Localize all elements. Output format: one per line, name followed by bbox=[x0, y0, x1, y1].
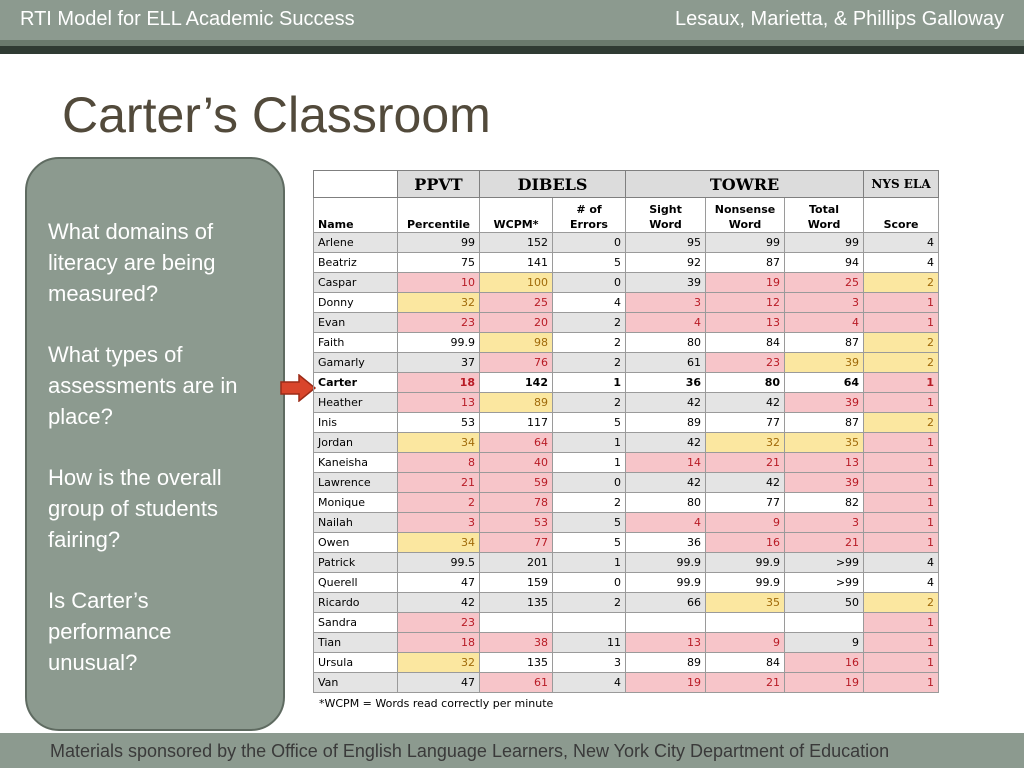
table-row bbox=[314, 673, 939, 693]
score-cell: 2 bbox=[553, 353, 626, 373]
student-name-cell: Sandra bbox=[314, 613, 398, 633]
group-header-blank bbox=[314, 171, 398, 198]
question-4: Is Carter’s performance unusual? bbox=[48, 588, 172, 675]
score-cell: 2 bbox=[864, 273, 939, 293]
score-cell: 77 bbox=[706, 493, 785, 513]
student-name-cell: Ursula bbox=[314, 653, 398, 673]
score-cell: 21 bbox=[398, 473, 480, 493]
score-cell: 201 bbox=[480, 553, 553, 573]
score-cell: 99.9 bbox=[626, 553, 706, 573]
scores-table bbox=[313, 170, 939, 693]
score-cell: 98 bbox=[480, 333, 553, 353]
student-name-cell: Arlene bbox=[314, 233, 398, 253]
question-2: What types of assessments are in place? bbox=[48, 342, 238, 429]
score-cell: 1 bbox=[553, 433, 626, 453]
score-cell: 12 bbox=[706, 293, 785, 313]
student-name-cell: Lawrence bbox=[314, 473, 398, 493]
student-name-cell: Querell bbox=[314, 573, 398, 593]
scores-table-container bbox=[313, 170, 938, 710]
score-cell: 4 bbox=[864, 253, 939, 273]
column-header: Percentile bbox=[398, 198, 480, 233]
score-cell: 23 bbox=[706, 353, 785, 373]
score-cell: 4 bbox=[553, 293, 626, 313]
score-cell: 2 bbox=[398, 493, 480, 513]
score-cell: 13 bbox=[706, 313, 785, 333]
score-cell: 19 bbox=[785, 673, 864, 693]
score-cell: 99.9 bbox=[706, 573, 785, 593]
score-cell: 39 bbox=[785, 353, 864, 373]
score-cell: 1 bbox=[553, 453, 626, 473]
score-cell: 152 bbox=[480, 233, 553, 253]
score-cell: 100 bbox=[480, 273, 553, 293]
score-cell: 82 bbox=[785, 493, 864, 513]
score-cell: 2 bbox=[864, 593, 939, 613]
student-name-cell: Nailah bbox=[314, 513, 398, 533]
table-row bbox=[314, 333, 939, 353]
student-name-cell: Gamarly bbox=[314, 353, 398, 373]
table-row bbox=[314, 653, 939, 673]
score-cell: 1 bbox=[864, 673, 939, 693]
score-cell: 5 bbox=[553, 513, 626, 533]
student-name-cell: Beatriz bbox=[314, 253, 398, 273]
header-stripe-dark bbox=[0, 46, 1024, 54]
score-cell: 77 bbox=[480, 533, 553, 553]
score-cell: 42 bbox=[626, 473, 706, 493]
footer-bar bbox=[0, 733, 1024, 768]
score-cell: 99 bbox=[706, 233, 785, 253]
student-name-cell: Faith bbox=[314, 333, 398, 353]
group-dibels: DIBELS bbox=[480, 171, 626, 198]
score-cell: 1 bbox=[864, 513, 939, 533]
score-cell: 2 bbox=[553, 593, 626, 613]
table-row bbox=[314, 533, 939, 553]
score-cell: 32 bbox=[398, 653, 480, 673]
student-name-cell: Owen bbox=[314, 533, 398, 553]
student-name-cell: Caspar bbox=[314, 273, 398, 293]
score-cell: 92 bbox=[626, 253, 706, 273]
score-cell: 4 bbox=[785, 313, 864, 333]
score-cell: 23 bbox=[398, 613, 480, 633]
table-row bbox=[314, 573, 939, 593]
score-cell: 1 bbox=[864, 313, 939, 333]
table-row bbox=[314, 513, 939, 533]
score-cell: 47 bbox=[398, 673, 480, 693]
score-cell: 135 bbox=[480, 593, 553, 613]
group-nys-ela: NYS ELA bbox=[864, 171, 939, 198]
score-cell: 21 bbox=[706, 453, 785, 473]
score-cell: 4 bbox=[553, 673, 626, 693]
table-row bbox=[314, 233, 939, 253]
score-cell: 99 bbox=[398, 233, 480, 253]
column-header: # of Errors bbox=[553, 198, 626, 233]
score-cell: 87 bbox=[785, 333, 864, 353]
score-cell: 42 bbox=[398, 593, 480, 613]
score-cell: >99 bbox=[785, 553, 864, 573]
question-3: How is the overall group of students fairing? bbox=[48, 465, 222, 552]
column-header: Total Word bbox=[785, 198, 864, 233]
table-row bbox=[314, 613, 939, 633]
score-cell: 0 bbox=[553, 273, 626, 293]
score-cell: 3 bbox=[398, 513, 480, 533]
score-cell: 141 bbox=[480, 253, 553, 273]
score-cell: 84 bbox=[706, 653, 785, 673]
table-row bbox=[314, 473, 939, 493]
score-cell: 95 bbox=[626, 233, 706, 253]
table-row bbox=[314, 633, 939, 653]
header-bar bbox=[0, 0, 1024, 40]
score-cell: 1 bbox=[864, 653, 939, 673]
score-cell: 1 bbox=[864, 533, 939, 553]
column-header: Name bbox=[314, 198, 398, 233]
student-name-cell: Inis bbox=[314, 413, 398, 433]
score-cell: 25 bbox=[480, 293, 553, 313]
score-cell: 142 bbox=[480, 373, 553, 393]
score-cell: 1 bbox=[864, 473, 939, 493]
student-name-cell: Monique bbox=[314, 493, 398, 513]
column-header: Sight Word bbox=[626, 198, 706, 233]
score-cell: 135 bbox=[480, 653, 553, 673]
table-row bbox=[314, 393, 939, 413]
score-cell: 34 bbox=[398, 433, 480, 453]
student-name-cell: Donny bbox=[314, 293, 398, 313]
score-cell: 84 bbox=[706, 333, 785, 353]
score-cell: 4 bbox=[864, 573, 939, 593]
score-cell: 0 bbox=[553, 233, 626, 253]
score-cell: 4 bbox=[864, 553, 939, 573]
column-header-row bbox=[314, 198, 939, 233]
score-cell: 35 bbox=[785, 433, 864, 453]
student-name-cell: Patrick bbox=[314, 553, 398, 573]
table-row bbox=[314, 353, 939, 373]
score-cell: 5 bbox=[553, 253, 626, 273]
score-cell: 59 bbox=[480, 473, 553, 493]
score-cell: 1 bbox=[864, 373, 939, 393]
score-cell: 3 bbox=[626, 293, 706, 313]
column-header: Nonsense Word bbox=[706, 198, 785, 233]
score-cell: 42 bbox=[626, 433, 706, 453]
score-cell: 16 bbox=[785, 653, 864, 673]
score-cell: 2 bbox=[864, 333, 939, 353]
score-cell: 34 bbox=[398, 533, 480, 553]
score-cell: 2 bbox=[864, 353, 939, 373]
arrow-right-icon bbox=[280, 374, 316, 402]
score-cell: 14 bbox=[626, 453, 706, 473]
score-cell: 94 bbox=[785, 253, 864, 273]
score-cell: 2 bbox=[553, 313, 626, 333]
student-name-cell: Van bbox=[314, 673, 398, 693]
score-cell: 13 bbox=[398, 393, 480, 413]
score-cell: 25 bbox=[785, 273, 864, 293]
score-cell: 18 bbox=[398, 633, 480, 653]
column-header: Score bbox=[864, 198, 939, 233]
table-row bbox=[314, 553, 939, 573]
score-cell: >99 bbox=[785, 573, 864, 593]
score-cell: 3 bbox=[785, 293, 864, 313]
score-cell: 64 bbox=[785, 373, 864, 393]
student-name-cell: Evan bbox=[314, 313, 398, 333]
score-cell bbox=[480, 613, 553, 633]
score-cell: 53 bbox=[398, 413, 480, 433]
score-cell: 66 bbox=[626, 593, 706, 613]
footer-text: Materials sponsored by the Office of English Language Learners, New York City Department of Education bbox=[50, 741, 890, 761]
table-row bbox=[314, 293, 939, 313]
score-cell: 5 bbox=[553, 533, 626, 553]
score-cell: 47 bbox=[398, 573, 480, 593]
score-cell: 80 bbox=[626, 333, 706, 353]
score-cell: 5 bbox=[553, 413, 626, 433]
score-cell: 42 bbox=[706, 393, 785, 413]
score-cell: 78 bbox=[480, 493, 553, 513]
score-cell: 117 bbox=[480, 413, 553, 433]
score-cell: 87 bbox=[706, 253, 785, 273]
score-cell: 32 bbox=[706, 433, 785, 453]
student-name-cell: Ricardo bbox=[314, 593, 398, 613]
presentation-title: RTI Model for ELL Academic Success bbox=[20, 8, 355, 30]
score-cell: 4 bbox=[626, 313, 706, 333]
score-cell: 36 bbox=[626, 533, 706, 553]
score-cell: 2 bbox=[553, 393, 626, 413]
score-cell: 3 bbox=[553, 653, 626, 673]
score-cell: 61 bbox=[480, 673, 553, 693]
score-cell: 9 bbox=[706, 633, 785, 653]
table-row bbox=[314, 453, 939, 473]
table-row bbox=[314, 593, 939, 613]
score-cell: 1 bbox=[553, 553, 626, 573]
authors: Lesaux, Marietta, & Phillips Galloway bbox=[674, 8, 1004, 30]
score-cell: 61 bbox=[626, 353, 706, 373]
score-cell: 21 bbox=[785, 533, 864, 553]
score-cell: 13 bbox=[626, 633, 706, 653]
score-cell: 16 bbox=[706, 533, 785, 553]
score-cell: 3 bbox=[785, 513, 864, 533]
score-cell: 39 bbox=[785, 473, 864, 493]
score-cell: 87 bbox=[785, 413, 864, 433]
score-cell: 4 bbox=[626, 513, 706, 533]
score-cell: 2 bbox=[553, 493, 626, 513]
table-row bbox=[314, 433, 939, 453]
score-cell: 18 bbox=[398, 373, 480, 393]
score-cell bbox=[553, 613, 626, 633]
column-header: WCPM* bbox=[480, 198, 553, 233]
score-cell: 99 bbox=[785, 233, 864, 253]
score-cell: 50 bbox=[785, 593, 864, 613]
score-cell: 89 bbox=[626, 413, 706, 433]
table-row bbox=[314, 493, 939, 513]
score-cell: 159 bbox=[480, 573, 553, 593]
score-cell: 1 bbox=[864, 433, 939, 453]
question-1: What domains of literacy are being measured? bbox=[48, 219, 216, 306]
score-cell: 19 bbox=[626, 673, 706, 693]
score-cell bbox=[626, 613, 706, 633]
student-name-cell: Tian bbox=[314, 633, 398, 653]
student-name-cell: Kaneisha bbox=[314, 453, 398, 473]
score-cell: 23 bbox=[398, 313, 480, 333]
table-row bbox=[314, 313, 939, 333]
score-cell: 13 bbox=[785, 453, 864, 473]
score-cell: 1 bbox=[553, 373, 626, 393]
score-cell bbox=[785, 613, 864, 633]
score-cell: 89 bbox=[626, 653, 706, 673]
score-cell: 40 bbox=[480, 453, 553, 473]
score-cell: 36 bbox=[626, 373, 706, 393]
score-cell: 38 bbox=[480, 633, 553, 653]
score-cell: 89 bbox=[480, 393, 553, 413]
score-cell: 64 bbox=[480, 433, 553, 453]
score-cell: 4 bbox=[864, 233, 939, 253]
group-header-row bbox=[314, 171, 939, 198]
score-cell: 42 bbox=[626, 393, 706, 413]
score-cell: 11 bbox=[553, 633, 626, 653]
score-cell: 37 bbox=[398, 353, 480, 373]
score-cell: 9 bbox=[706, 513, 785, 533]
score-cell: 35 bbox=[706, 593, 785, 613]
score-cell: 1 bbox=[864, 613, 939, 633]
table-row bbox=[314, 413, 939, 433]
score-cell: 32 bbox=[398, 293, 480, 313]
group-ppvt: PPVT bbox=[398, 171, 480, 198]
score-cell: 0 bbox=[553, 573, 626, 593]
score-cell: 42 bbox=[706, 473, 785, 493]
score-cell bbox=[706, 613, 785, 633]
score-cell: 21 bbox=[706, 673, 785, 693]
table-row bbox=[314, 373, 939, 393]
score-cell: 80 bbox=[626, 493, 706, 513]
score-cell: 8 bbox=[398, 453, 480, 473]
score-cell: 99.9 bbox=[626, 573, 706, 593]
footnote: *WCPM = Words read correctly per minute bbox=[319, 697, 554, 710]
table-row bbox=[314, 273, 939, 293]
score-cell: 2 bbox=[864, 413, 939, 433]
score-cell: 0 bbox=[553, 473, 626, 493]
score-cell: 76 bbox=[480, 353, 553, 373]
score-cell: 39 bbox=[626, 273, 706, 293]
table-row bbox=[314, 253, 939, 273]
student-name-cell: Jordan bbox=[314, 433, 398, 453]
score-cell: 1 bbox=[864, 393, 939, 413]
score-cell: 99.9 bbox=[398, 333, 480, 353]
score-cell: 1 bbox=[864, 453, 939, 473]
score-cell: 20 bbox=[480, 313, 553, 333]
score-cell: 53 bbox=[480, 513, 553, 533]
student-name-cell: Heather bbox=[314, 393, 398, 413]
score-cell: 2 bbox=[553, 333, 626, 353]
student-name-cell: Carter bbox=[314, 373, 398, 393]
group-towre: TOWRE bbox=[626, 171, 864, 198]
slide-title: Carter’s Classroom bbox=[62, 87, 491, 143]
score-cell: 9 bbox=[785, 633, 864, 653]
score-cell: 10 bbox=[398, 273, 480, 293]
score-cell: 19 bbox=[706, 273, 785, 293]
score-cell: 99.5 bbox=[398, 553, 480, 573]
score-cell: 99.9 bbox=[706, 553, 785, 573]
score-cell: 75 bbox=[398, 253, 480, 273]
score-cell: 1 bbox=[864, 633, 939, 653]
score-cell: 39 bbox=[785, 393, 864, 413]
score-cell: 1 bbox=[864, 293, 939, 313]
score-cell: 77 bbox=[706, 413, 785, 433]
score-cell: 80 bbox=[706, 373, 785, 393]
score-cell: 1 bbox=[864, 493, 939, 513]
